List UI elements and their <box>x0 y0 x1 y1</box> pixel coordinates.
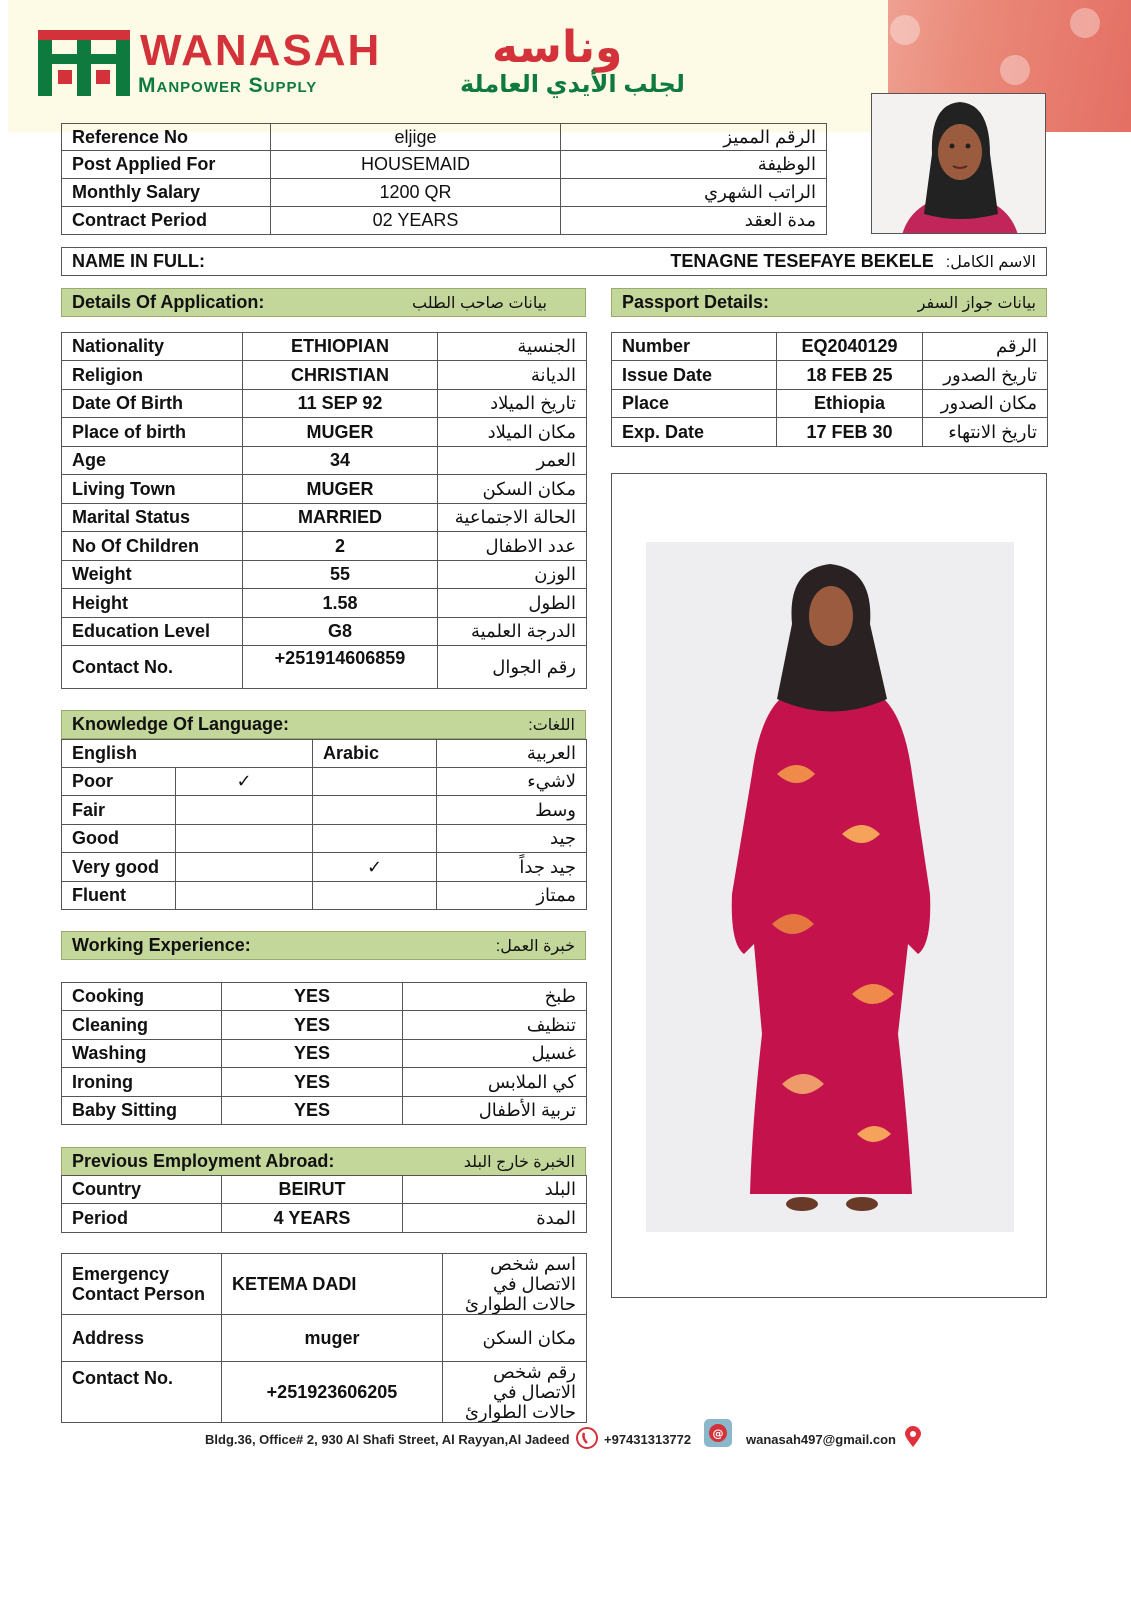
row-label: Post Applied For <box>62 151 271 179</box>
english-level-check <box>176 796 313 825</box>
table-row <box>62 983 587 1011</box>
row-label-arabic: تاريخ الميلاد <box>438 390 587 418</box>
table-row <box>62 1204 587 1233</box>
row-label-arabic: الوزن <box>438 561 587 589</box>
brand-name: WANASAH <box>140 26 382 75</box>
level-label-arabic: لاشيء <box>437 768 587 796</box>
applicant-full-body-photo <box>611 473 1047 1298</box>
section-title: Passport Details: <box>622 292 770 312</box>
table-row <box>62 853 587 882</box>
level-label-arabic: جيد <box>437 825 587 853</box>
row-label-arabic: مدة العقد <box>561 207 827 235</box>
phone-icon <box>575 1426 599 1450</box>
language-table <box>61 739 587 910</box>
level-label: Fair <box>62 796 176 825</box>
row-value: 4 YEARS <box>222 1204 403 1233</box>
company-logo-icon <box>38 30 130 96</box>
section-title-arabic: الخبرة خارج البلد <box>463 1153 575 1171</box>
row-label-arabic: تاريخ الانتهاء <box>923 418 1048 447</box>
section-title: Previous Employment Abroad: <box>72 1151 335 1171</box>
row-value: muger <box>222 1315 443 1362</box>
previous-employment-section-header <box>61 1147 586 1176</box>
row-label-arabic: الدرجة العلمية <box>438 618 587 646</box>
level-label: Good <box>62 825 176 853</box>
row-label: Place of birth <box>62 418 243 447</box>
table-row <box>62 418 587 447</box>
table-row <box>62 124 827 151</box>
arabic-level-check <box>313 825 437 853</box>
row-label-arabic: تربية الأطفال <box>403 1097 587 1125</box>
row-value: MARRIED <box>243 504 438 532</box>
table-row <box>62 151 827 179</box>
table-row <box>62 1011 587 1040</box>
section-title-arabic: بيانات صاحب الطلب <box>412 294 547 312</box>
row-label: Washing <box>62 1040 222 1068</box>
table-row <box>62 796 587 825</box>
table-row <box>612 333 1048 361</box>
row-value: eljige <box>271 124 561 151</box>
language-section-header <box>61 710 586 739</box>
row-label: Living Town <box>62 475 243 504</box>
row-label: Weight <box>62 561 243 589</box>
row-label-arabic: البلد <box>403 1176 587 1204</box>
row-label: Cleaning <box>62 1011 222 1040</box>
row-label-arabic: الراتب الشهري <box>561 179 827 207</box>
table-row <box>62 646 587 689</box>
details-table <box>61 332 587 689</box>
table-row <box>62 1097 587 1125</box>
row-label: Contract Period <box>62 207 271 235</box>
row-label-arabic: تاريخ الصدور <box>923 361 1048 390</box>
table-row <box>62 361 587 390</box>
table-row <box>62 504 587 532</box>
full-name-label: NAME IN FULL: <box>72 251 205 271</box>
row-value: KETEMA DADI <box>222 1254 443 1315</box>
row-label: Religion <box>62 361 243 390</box>
table-row <box>62 333 587 361</box>
table-row <box>612 390 1048 418</box>
previous-employment-table <box>61 1175 587 1233</box>
row-label-arabic: عدد الاطفال <box>438 532 587 561</box>
table-row <box>612 361 1048 390</box>
table-row <box>62 768 587 796</box>
table-row <box>62 1362 587 1423</box>
row-label: Nationality <box>62 333 243 361</box>
row-label: Reference No <box>62 124 271 151</box>
row-value: 55 <box>243 561 438 589</box>
english-level-check <box>176 882 313 910</box>
row-label: Date Of Birth <box>62 390 243 418</box>
brand-tagline: Manpower Supply <box>138 74 318 97</box>
row-label: Baby Sitting <box>62 1097 222 1125</box>
passport-table <box>611 332 1048 447</box>
row-label-arabic: مكان السكن <box>438 475 587 504</box>
row-value: 1200 QR <box>271 179 561 207</box>
table-row <box>62 207 827 235</box>
table-row <box>62 179 827 207</box>
row-value: 1.58 <box>243 589 438 618</box>
english-level-check <box>176 825 313 853</box>
row-value: YES <box>222 1097 403 1125</box>
row-value: MUGER <box>243 475 438 504</box>
table-row <box>62 589 587 618</box>
row-label-arabic: مكان الميلاد <box>438 418 587 447</box>
arabic-column-header: Arabic <box>313 740 437 768</box>
row-value: 17 FEB 30 <box>777 418 923 447</box>
english-level-check: ✓ <box>176 768 313 796</box>
row-label-arabic: رقم الجوال <box>438 646 587 689</box>
section-title-arabic: خبرة العمل: <box>495 937 575 955</box>
reference-table <box>61 123 827 235</box>
row-label: Address <box>62 1315 222 1362</box>
brand-name-arabic: وناسه <box>492 23 623 72</box>
arabic-level-check <box>313 796 437 825</box>
arabic-level-check: ✓ <box>313 853 437 882</box>
row-value: Ethiopia <box>777 390 923 418</box>
level-label: Poor <box>62 768 176 796</box>
row-label: Contact No. <box>62 646 243 689</box>
section-title-arabic: بيانات جواز السفر <box>917 294 1036 312</box>
row-value: YES <box>222 1011 403 1040</box>
row-value: YES <box>222 1068 403 1097</box>
row-label: Height <box>62 589 243 618</box>
row-value: 02 YEARS <box>271 207 561 235</box>
row-label: Exp. Date <box>612 418 777 447</box>
level-label-arabic: جيد جداً <box>437 853 587 882</box>
table-row <box>62 1040 587 1068</box>
email-icon <box>703 1418 733 1448</box>
row-value: BEIRUT <box>222 1176 403 1204</box>
footer <box>0 1424 1131 1456</box>
row-label-arabic: مكان الصدور <box>923 390 1048 418</box>
level-label: Fluent <box>62 882 176 910</box>
level-label-arabic: ممتاز <box>437 882 587 910</box>
passport-section-header <box>611 288 1047 317</box>
full-name-value: TENAGNE TESEFAYE BEKELE <box>670 251 934 271</box>
row-label-arabic: الوظيفة <box>561 151 827 179</box>
row-label-arabic: الجنسية <box>438 333 587 361</box>
table-row <box>62 825 587 853</box>
arabic-level-check <box>313 882 437 910</box>
table-row <box>62 1254 587 1315</box>
row-label-arabic: تنظيف <box>403 1011 587 1040</box>
experience-section-header <box>61 931 586 960</box>
arabic-column-header-arabic: العربية <box>437 740 587 768</box>
footer-email[interactable]: wanasah497@gmail.con <box>746 1432 896 1447</box>
row-value: 34 <box>243 447 438 475</box>
row-value: EQ2040129 <box>777 333 923 361</box>
row-value: YES <box>222 983 403 1011</box>
row-label: No Of Children <box>62 532 243 561</box>
row-label-arabic: غسيل <box>403 1040 587 1068</box>
row-value: +251914606859 <box>243 646 438 689</box>
row-label-arabic: الطول <box>438 589 587 618</box>
details-section-header <box>61 288 586 317</box>
row-label: Place <box>612 390 777 418</box>
level-label-arabic: وسط <box>437 796 587 825</box>
row-label: Age <box>62 447 243 475</box>
row-label: Monthly Salary <box>62 179 271 207</box>
table-row <box>62 882 587 910</box>
table-row <box>62 561 587 589</box>
row-label-arabic: رقم شخص الاتصال في حالات الطوارئ <box>443 1362 587 1423</box>
row-label-arabic: المدة <box>403 1204 587 1233</box>
row-value: CHRISTIAN <box>243 361 438 390</box>
english-level-check <box>176 853 313 882</box>
footer-phone: +97431313772 <box>604 1432 692 1447</box>
table-row <box>62 1176 587 1204</box>
emergency-contact-table <box>61 1253 587 1423</box>
row-label: Period <box>62 1204 222 1233</box>
row-value: +251923606205 <box>222 1362 443 1423</box>
table-row <box>62 475 587 504</box>
row-value: 18 FEB 25 <box>777 361 923 390</box>
row-label-arabic: الحالة الاجتماعية <box>438 504 587 532</box>
section-title: Knowledge Of Language: <box>72 714 290 734</box>
row-label-arabic: الديانة <box>438 361 587 390</box>
row-value: YES <box>222 1040 403 1068</box>
row-label-arabic: العمر <box>438 447 587 475</box>
row-label-arabic: مكان السكن <box>443 1315 587 1362</box>
section-title: Details Of Application: <box>72 292 265 312</box>
row-value: G8 <box>243 618 438 646</box>
table-row <box>62 447 587 475</box>
brand-tagline-arabic: لجلب الأيدي العاملة <box>460 71 685 98</box>
english-column-header: English <box>62 740 313 768</box>
row-label: Country <box>62 1176 222 1204</box>
row-label-arabic: كي الملابس <box>403 1068 587 1097</box>
footer-address: Bldg.36, Office# 2, 930 Al Shafi Street, Al Rayyan,Al Jadeed <box>205 1432 570 1447</box>
row-value: MUGER <box>243 418 438 447</box>
row-label: Ironing <box>62 1068 222 1097</box>
applicant-portrait-photo <box>871 93 1046 234</box>
row-value: HOUSEMAID <box>271 151 561 179</box>
level-label: Very good <box>62 853 176 882</box>
row-label: Contact No. <box>62 1362 222 1423</box>
location-pin-icon <box>904 1426 922 1448</box>
table-row <box>612 418 1048 447</box>
row-label-arabic: الرقم المميز <box>561 124 827 151</box>
row-label-arabic: اسم شخص الاتصال في حالات الطوارئ <box>443 1254 587 1315</box>
row-label-arabic: طبخ <box>403 983 587 1011</box>
row-label: Education Level <box>62 618 243 646</box>
row-label-arabic: الرقم <box>923 333 1048 361</box>
experience-table <box>61 982 587 1125</box>
section-title: Working Experience: <box>72 935 251 955</box>
row-label: Marital Status <box>62 504 243 532</box>
svg-text:@: @ <box>712 1427 724 1440</box>
full-name-box <box>61 247 1047 276</box>
section-title-arabic: اللغات: <box>528 716 575 734</box>
row-label: Number <box>612 333 777 361</box>
row-label: Issue Date <box>612 361 777 390</box>
table-row <box>62 1068 587 1097</box>
row-value: 2 <box>243 532 438 561</box>
row-label: Emergency Contact Person <box>62 1254 222 1315</box>
table-row <box>62 532 587 561</box>
full-name-label-arabic: الاسم الكامل: <box>945 253 1036 271</box>
table-row <box>62 618 587 646</box>
table-row <box>62 740 587 768</box>
table-row <box>62 1315 587 1362</box>
row-value: ETHIOPIAN <box>243 333 438 361</box>
arabic-level-check <box>313 768 437 796</box>
table-row <box>62 390 587 418</box>
row-label: Cooking <box>62 983 222 1011</box>
row-value: 11 SEP 92 <box>243 390 438 418</box>
